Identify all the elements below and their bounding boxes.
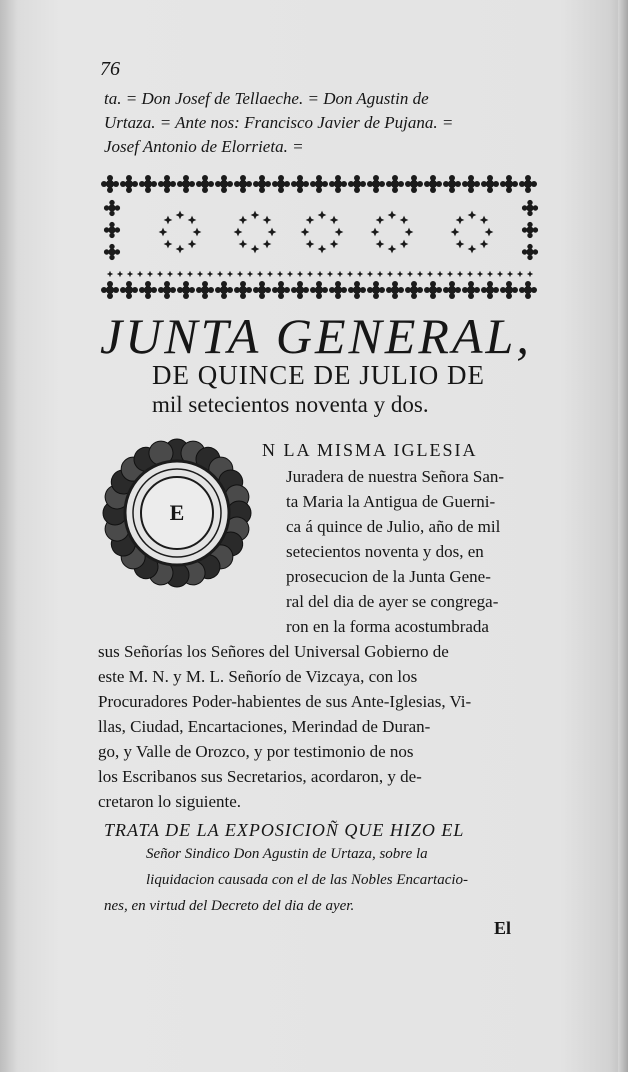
body-line: go, y Valle de Orozco, y por testimonio de nos <box>98 742 414 761</box>
body-line: prosecucion de la Junta Gene- <box>286 567 491 586</box>
header-line: Urtaza. = Ante nos: Francisco Javier de Pujana. = <box>104 113 454 132</box>
body-line: los Escribanos sus Secretarios, acordaron, y de- <box>98 767 422 786</box>
section-heading: TRATA DE LA EXPOSICIOÑ QUE HIZO EL <box>104 820 465 840</box>
subtitle-line: mil setecientos noventa y dos. <box>152 392 429 417</box>
body-line: setecientos noventa y dos, en <box>286 542 484 561</box>
body-line: ca á quince de Julio, año de mil <box>286 517 501 536</box>
decorative-ornament-band <box>100 172 542 304</box>
header-line: ta. = Don Josef de Tellaeche. = Don Agustin de <box>104 89 429 108</box>
body-line: sus Señorías los Señores del Universal Gobierno de <box>98 642 449 661</box>
body-line: ta Maria la Antigua de Guerni- <box>286 492 496 511</box>
body-line: llas, Ciudad, Encartaciones, Merindad de Duran- <box>98 717 431 736</box>
subtitle-line: DE QUINCE DE JULIO DE <box>152 360 485 390</box>
initial-letter: E <box>169 500 185 525</box>
page-number: 76 <box>100 58 120 80</box>
body-line: cretaron lo siguiente. <box>98 792 242 811</box>
opening-line: N LA MISMA IGLESIA <box>262 440 478 460</box>
body-line: ral del dia de ayer se congrega- <box>286 592 499 611</box>
body-line: este M. N. y M. L. Señorío de Vizcaya, con los <box>98 667 418 686</box>
body-line: Juradera de nuestra Señora San- <box>286 467 505 486</box>
body-line: Procuradores Poder-habientes de sus Ante-Iglesias, Vi- <box>98 692 472 711</box>
header-line: Josef Antonio de Elorrieta. = <box>104 137 304 156</box>
body-line: ron en la forma acostumbrada <box>286 617 489 636</box>
page-title: JUNTA GENERAL, <box>100 308 532 364</box>
catchword: El <box>494 918 512 938</box>
section-line: nes, en virtud del Decreto del dia de ayer. <box>104 898 355 914</box>
page-edge <box>618 0 628 1072</box>
section-line: liquidacion causada con el de las Nobles Encartacio- <box>146 872 469 888</box>
decorated-initial <box>98 438 256 588</box>
section-line: Señor Sindico Don Agustin de Urtaza, sobre la <box>146 846 428 862</box>
